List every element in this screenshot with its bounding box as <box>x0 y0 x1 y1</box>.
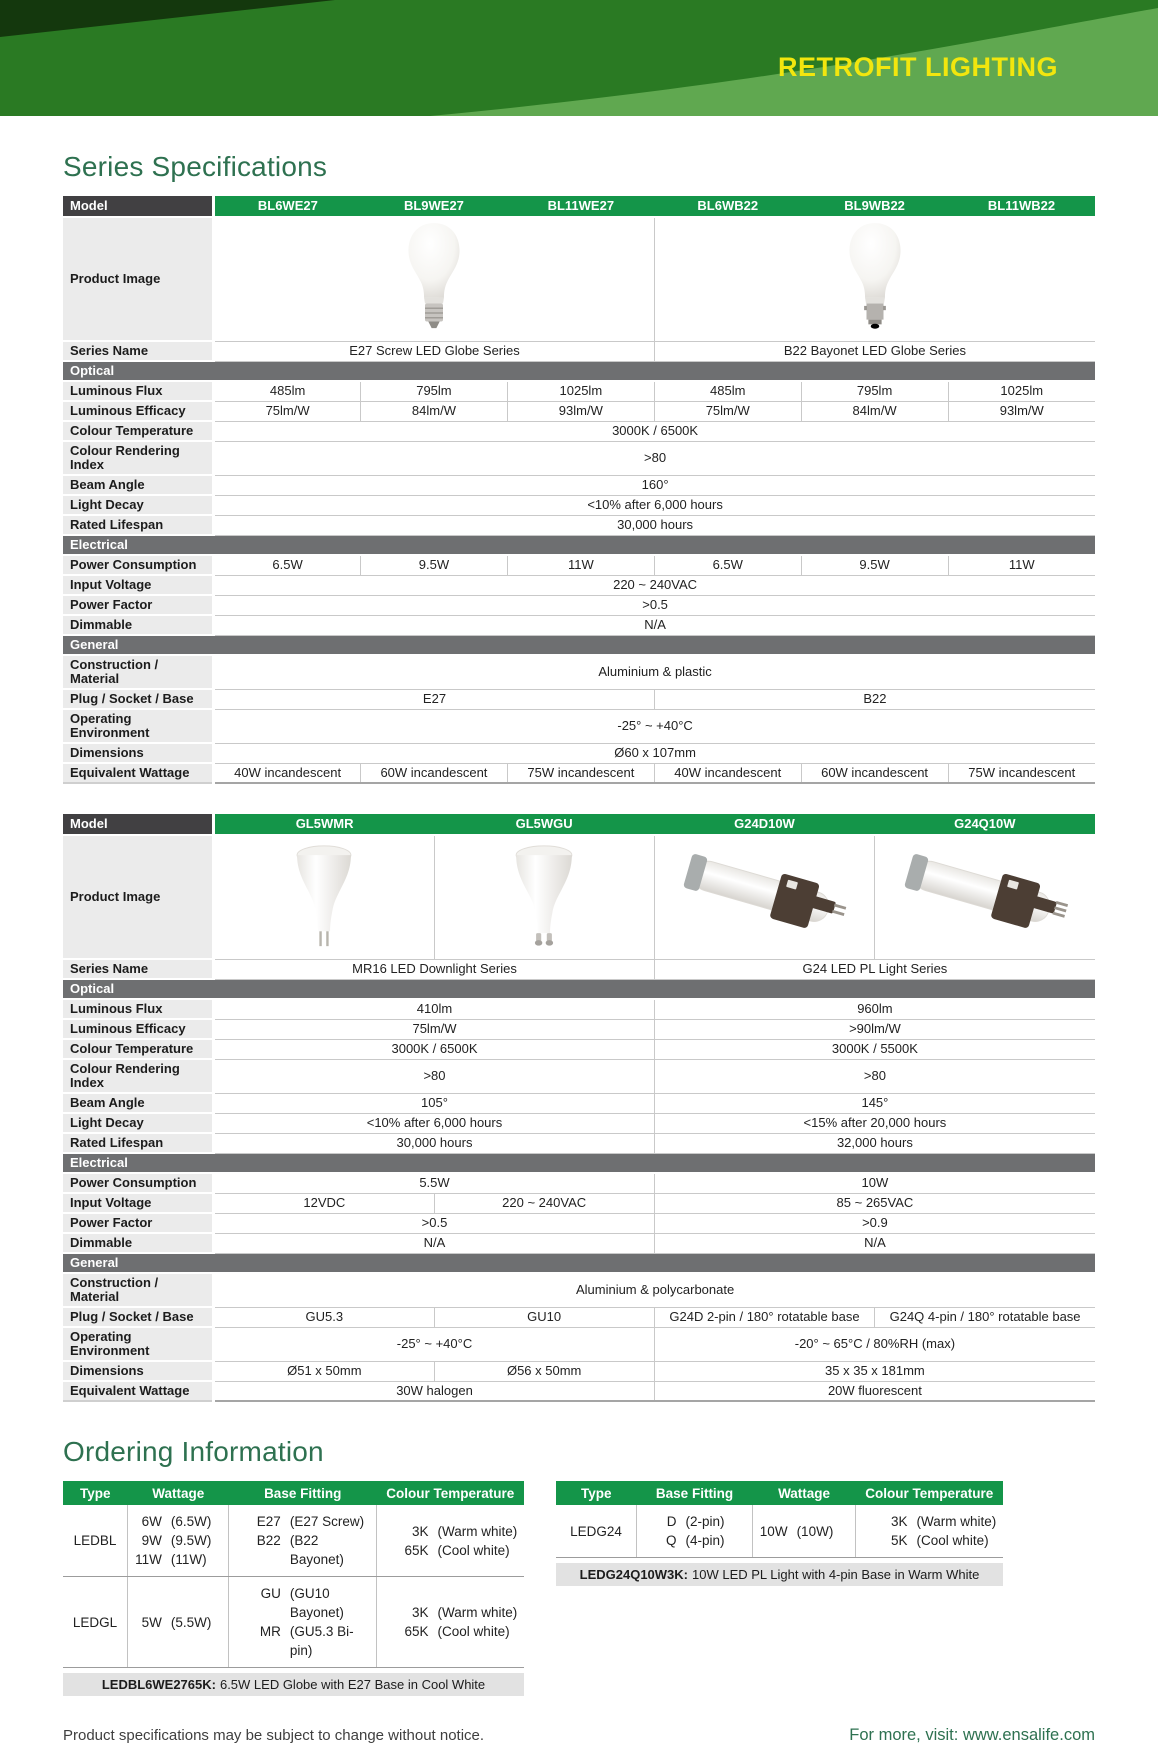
g24q-image-cell <box>875 835 1095 959</box>
section-bar-optical: Optical <box>63 979 1095 999</box>
option-code: Q <box>665 1533 677 1548</box>
type-cell: LEDBL <box>63 1505 128 1577</box>
colour-temperature-cell <box>855 1505 1003 1558</box>
series-name-label: Series Name <box>63 959 214 979</box>
model-row <box>63 196 1095 217</box>
option-code: B22 <box>256 1533 281 1548</box>
plug-socket-base-row: Plug / Socket / Base GU5.3 GU10 G24D 2-pin / 180° rotatable base G24Q 4-pin / 180° rotatable base <box>63 1307 1095 1327</box>
operating-environment-row: Operating Environment -25° ~ +40°C <box>63 709 1095 743</box>
option-code: 5K <box>891 1533 908 1548</box>
ordering-table-globe-block <box>63 1481 524 1696</box>
example-text: 6.5W LED Globe with E27 Base in Cool White <box>219 1677 486 1692</box>
colour-rendering-index-row: Colour Rendering Index >80 >80 <box>63 1059 1095 1093</box>
g24d-image-cell <box>654 835 874 959</box>
luminous-flux-row: Luminous Flux 410lm 960lm <box>63 999 1095 1019</box>
wattage-cell <box>128 1577 229 1668</box>
wattage-cell <box>128 1505 229 1577</box>
base-fitting-cell <box>636 1505 752 1558</box>
type-cell: LEDG24 <box>556 1505 636 1558</box>
option-desc: (11W) <box>170 1552 207 1567</box>
b22-led-globe-bulb-image <box>840 221 910 335</box>
ordering-header-row <box>556 1481 1003 1505</box>
mr16-spotlight-bulb-image <box>285 840 363 952</box>
disclaimer-text: Product specifications may be subject to change without notice. <box>63 1727 485 1744</box>
mr16-image-cell <box>214 835 434 959</box>
ordering-header-row <box>63 1481 524 1505</box>
model-name: BL11WB22 <box>948 196 1095 217</box>
option-code: 65K <box>404 1542 429 1558</box>
model-row-label: Model <box>63 196 214 217</box>
option-desc: (4-pin) <box>685 1533 725 1548</box>
input-voltage-row: Input Voltage 12VDC 220 ~ 240VAC 85 ~ 265VAC <box>63 1193 1095 1213</box>
input-voltage-row: Input Voltage 220 ~ 240VAC <box>63 575 1095 595</box>
option-desc: (B22 Bayonet) <box>289 1533 344 1567</box>
page-footer <box>63 1726 1095 1745</box>
option-desc: (2-pin) <box>685 1514 725 1529</box>
option-desc: (10W) <box>796 1523 834 1539</box>
power-factor-row: Power Factor >0.5 >0.9 <box>63 1213 1095 1233</box>
power-consumption-row: Power Consumption 6.5W 9.5W 11W 6.5W 9.5W 11W <box>63 555 1095 575</box>
website-link[interactable]: For more, visit: www.ensalife.com <box>849 1726 1095 1744</box>
model-name: G24D10W <box>654 814 874 835</box>
rated-lifespan-row: Rated Lifespan 30,000 hours 32,000 hours <box>63 1133 1095 1153</box>
colour-rendering-index-row: Colour Rendering Index >80 <box>63 441 1095 475</box>
ordering-header: Type <box>556 1481 636 1505</box>
series-name-value: E27 Screw LED Globe Series <box>214 341 655 361</box>
option-code: 9W <box>141 1533 162 1548</box>
ordering-header: Wattage <box>128 1481 229 1505</box>
series-name-row <box>63 341 1095 361</box>
model-name: BL6WE27 <box>214 196 361 217</box>
model-name: BL9WB22 <box>801 196 948 217</box>
option-code: 6W <box>141 1514 162 1529</box>
g24d-pl-lamp-image <box>666 840 862 952</box>
option-code: D <box>666 1514 677 1529</box>
section-bar-optical: Optical <box>63 361 1095 381</box>
option-desc: (Cool white) <box>916 1533 989 1548</box>
ordering-header: Type <box>63 1481 128 1505</box>
b22-globe-image-cell <box>654 217 1095 341</box>
series-name-value: B22 Bayonet LED Globe Series <box>654 341 1095 361</box>
light-decay-row: Light Decay <10% after 6,000 hours <15% after 20,000 hours <box>63 1113 1095 1133</box>
option-code: 5W <box>141 1614 162 1630</box>
ordering-row-ledbl <box>63 1505 524 1577</box>
website-url[interactable]: www.ensalife.com <box>962 1726 1095 1744</box>
colour-temperature-row: Colour Temperature 3000K / 6500K <box>63 421 1095 441</box>
ordering-row-ledg24 <box>556 1505 1003 1558</box>
option-code: 3K <box>891 1514 908 1529</box>
example-text: 10W LED PL Light with 4-pin Base in Warm White <box>692 1567 980 1582</box>
g24q-pl-lamp-image <box>887 840 1083 952</box>
example-code: LEDBL6WE2765K: <box>101 1677 216 1692</box>
series-name-row <box>63 959 1095 979</box>
option-code: 3K <box>412 1523 429 1539</box>
section-bar-general: General <box>63 635 1095 655</box>
ordering-header: Wattage <box>753 1481 856 1505</box>
section-bar-electrical: Electrical <box>63 1153 1095 1173</box>
luminous-efficacy-row: Luminous Efficacy 75lm/W >90lm/W <box>63 1019 1095 1039</box>
series-name-value: MR16 LED Downlight Series <box>214 959 655 979</box>
spec-table-globe <box>63 196 1095 784</box>
ordering-example-note <box>63 1673 524 1696</box>
product-image-row <box>63 835 1095 959</box>
luminous-efficacy-row: Luminous Efficacy 75lm/W 84lm/W 93lm/W 75lm/W 84lm/W 93lm/W <box>63 401 1095 421</box>
page-title: RETROFIT LIGHTING <box>778 52 1058 82</box>
series-name-label: Series Name <box>63 341 214 361</box>
type-cell: LEDGL <box>63 1577 128 1668</box>
option-desc: (5.5W) <box>170 1614 212 1630</box>
beam-angle-row: Beam Angle 105° 145° <box>63 1093 1095 1113</box>
option-desc: (GU5.3 Bi-pin) <box>289 1624 354 1658</box>
luminous-flux-row: Luminous Flux 485lm 795lm 1025lm 485lm 795lm 1025lm <box>63 381 1095 401</box>
beam-angle-row: Beam Angle 160° <box>63 475 1095 495</box>
e27-led-globe-bulb-image <box>399 221 469 335</box>
construction-material-row: Construction / Material Aluminium & polycarbonate <box>63 1273 1095 1307</box>
model-name: GL5WMR <box>214 814 434 835</box>
colour-temperature-cell <box>376 1577 524 1668</box>
rated-lifespan-row: Rated Lifespan 30,000 hours <box>63 515 1095 535</box>
dimensions-row: Dimensions Ø60 x 107mm <box>63 743 1095 763</box>
ordering-area <box>63 1481 1095 1696</box>
dimensions-row: Dimensions Ø51 x 50mm Ø56 x 50mm 35 x 35 x 181mm <box>63 1361 1095 1381</box>
ordering-header: Colour Temperature <box>376 1481 524 1505</box>
model-name: BL9WE27 <box>361 196 508 217</box>
operating-environment-row: Operating Environment -25° ~ +40°C -20° ~ 65°C / 80%RH (max) <box>63 1327 1095 1361</box>
ordering-row-ledgl <box>63 1577 524 1668</box>
model-name: G24Q10W <box>875 814 1095 835</box>
base-fitting-cell <box>229 1505 377 1577</box>
series-name-value: G24 LED PL Light Series <box>654 959 1095 979</box>
spec-table-downlight-pl <box>63 814 1095 1402</box>
section-bar-electrical: Electrical <box>63 535 1095 555</box>
equivalent-wattage-row: Equivalent Wattage 40W incandescent 60W incandescent 75W incandescent 40W incandescent 60W incandescent 75W incandescent <box>63 763 1095 783</box>
power-factor-row: Power Factor >0.5 <box>63 595 1095 615</box>
wattage-cell <box>753 1505 856 1558</box>
dimmable-row: Dimmable N/A N/A <box>63 1233 1095 1253</box>
option-code: 3K <box>412 1605 429 1620</box>
product-image-label: Product Image <box>63 217 214 341</box>
model-row-label: Model <box>63 814 214 835</box>
ordering-example-note <box>556 1563 1003 1586</box>
page-banner <box>0 0 1158 116</box>
product-image-row <box>63 217 1095 341</box>
product-image-label: Product Image <box>63 835 214 959</box>
colour-temperature-row: Colour Temperature 3000K / 6500K 3000K / 5500K <box>63 1039 1095 1059</box>
series-specifications-heading: Series Specifications <box>63 151 328 182</box>
option-desc: (Cool white) <box>437 1624 510 1639</box>
gu10-spotlight-bulb-image <box>505 840 583 952</box>
power-consumption-row: Power Consumption 5.5W 10W <box>63 1173 1095 1193</box>
ordering-information-heading: Ordering Information <box>63 1436 324 1467</box>
option-code: E27 <box>256 1514 281 1529</box>
option-desc: (Warm white) <box>916 1514 997 1529</box>
dimmable-row: Dimmable N/A <box>63 615 1095 635</box>
option-code: 65K <box>404 1624 429 1639</box>
base-fitting-cell <box>229 1577 377 1668</box>
option-desc: (GU10 Bayonet) <box>289 1586 344 1620</box>
model-name: BL6WB22 <box>654 196 801 217</box>
construction-material-row: Construction / Material Aluminium & plastic <box>63 655 1095 689</box>
plug-socket-base-row: Plug / Socket / Base E27 B22 <box>63 689 1095 709</box>
ordering-table-g24 <box>556 1481 1003 1558</box>
gu10-image-cell <box>434 835 654 959</box>
option-code: 10W <box>759 1523 788 1539</box>
ordering-table-g24-block <box>556 1481 1003 1586</box>
page-content <box>0 151 1158 1745</box>
e27-globe-image-cell <box>214 217 655 341</box>
colour-temperature-cell <box>376 1505 524 1577</box>
ordering-header: Base Fitting <box>229 1481 377 1505</box>
ordering-header: Colour Temperature <box>855 1481 1003 1505</box>
option-desc: (6.5W) <box>170 1514 212 1529</box>
equivalent-wattage-row: Equivalent Wattage 30W halogen 20W fluorescent <box>63 1381 1095 1401</box>
section-bar-general: General <box>63 1253 1095 1273</box>
option-code: GU <box>260 1586 281 1601</box>
ordering-table-globe <box>63 1481 524 1668</box>
example-code: LEDG24Q10W3K: <box>579 1567 689 1582</box>
option-code: 11W <box>135 1552 162 1567</box>
option-desc: (Warm white) <box>437 1523 518 1539</box>
option-desc: (Warm white) <box>437 1605 518 1620</box>
light-decay-row: Light Decay <10% after 6,000 hours <box>63 495 1095 515</box>
option-desc: (E27 Screw) <box>289 1514 365 1529</box>
option-code: MR <box>259 1624 281 1639</box>
model-row <box>63 814 1095 835</box>
model-name: GL5WGU <box>434 814 654 835</box>
model-name: BL11WE27 <box>507 196 654 217</box>
option-desc: (Cool white) <box>437 1542 510 1558</box>
option-desc: (9.5W) <box>170 1533 212 1548</box>
ordering-header: Base Fitting <box>636 1481 752 1505</box>
